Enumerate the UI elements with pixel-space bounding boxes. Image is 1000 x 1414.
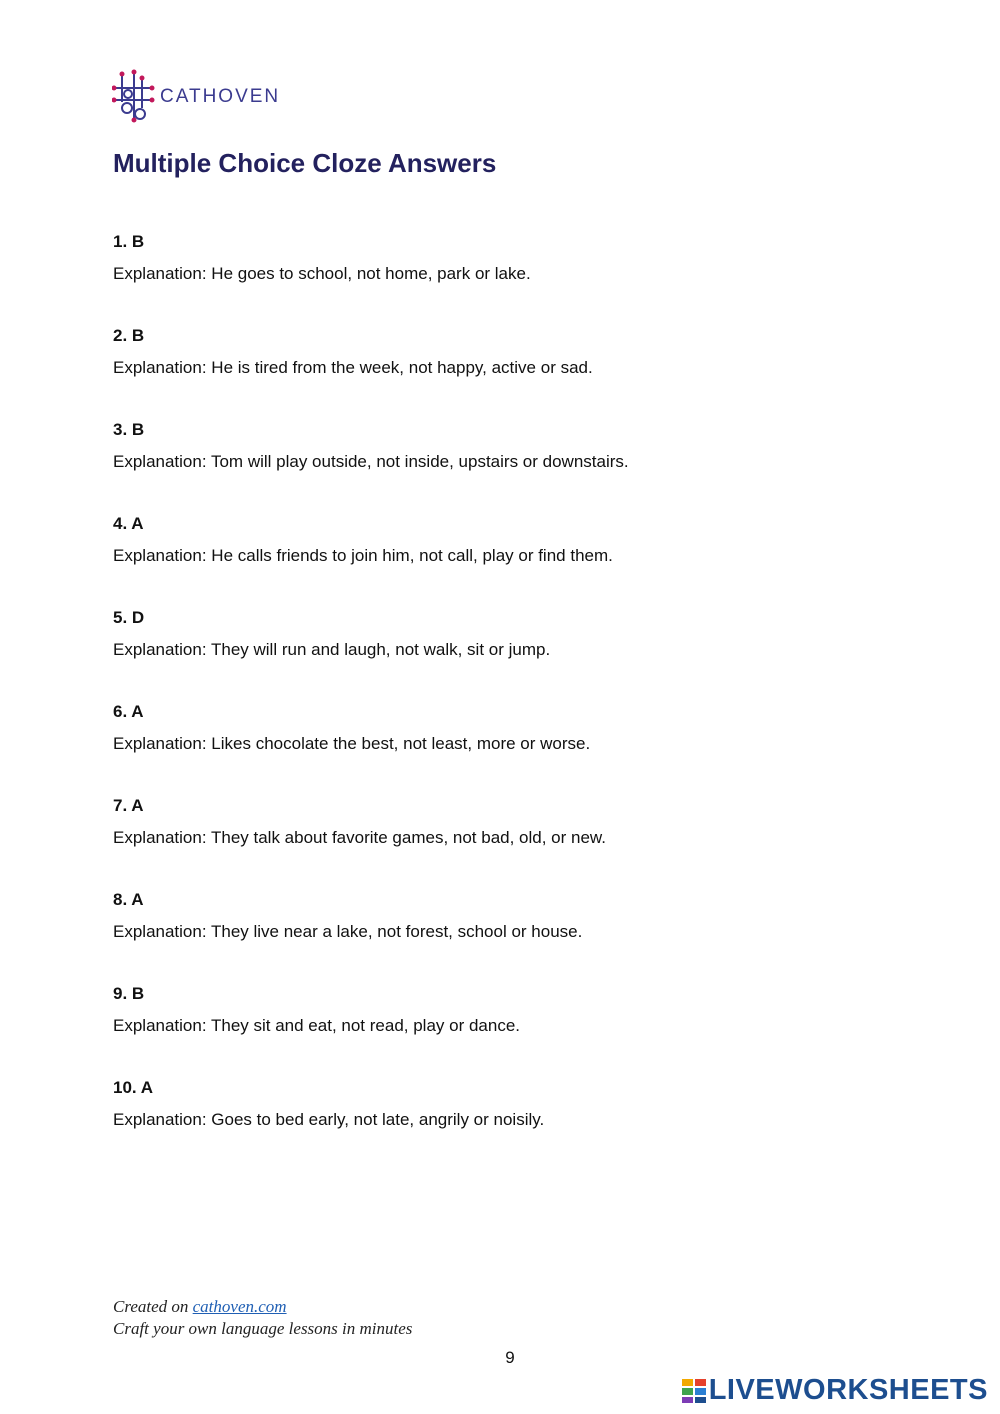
answer-item [113, 796, 893, 890]
answer-label: 2. B [113, 326, 145, 345]
answer-explanation: Explanation: Goes to bed early, not late, angrily or noisily. [113, 1110, 545, 1129]
answers-list [113, 232, 893, 1172]
answer-item [113, 514, 893, 608]
answer-explanation: Explanation: They live near a lake, not forest, school or house. [113, 922, 583, 941]
page-number: 9 [505, 1348, 515, 1367]
answer-explanation: Explanation: They sit and eat, not read, play or dance. [113, 1016, 521, 1035]
footer-created-line [113, 1296, 412, 1318]
answer-explanation: Explanation: Likes chocolate the best, not least, more or worse. [113, 734, 591, 753]
footer [113, 1296, 412, 1340]
footer-tagline: Craft your own language lessons in minutes [113, 1319, 413, 1338]
answer-label: 9. B [113, 984, 145, 1003]
answer-explanation: Explanation: Tom will play outside, not inside, upstairs or downstairs. [113, 452, 629, 471]
answer-item [113, 232, 893, 326]
answer-label: 10. A [113, 1078, 154, 1097]
answer-explanation: Explanation: He is tired from the week, not happy, active or sad. [113, 358, 593, 377]
page-title: Multiple Choice Cloze Answers [113, 148, 497, 178]
answer-item [113, 420, 893, 514]
liveworksheets-watermark [681, 1374, 988, 1407]
answer-label: 1. B [113, 232, 145, 251]
answer-label: 4. A [113, 514, 144, 533]
liveworksheets-logo-icon [681, 1378, 707, 1404]
answer-explanation: Explanation: They talk about favorite games, not bad, old, or new. [113, 828, 606, 847]
answer-item [113, 702, 893, 796]
liveworksheets-text: LIVEWORKSHEETS [708, 1374, 988, 1406]
answer-explanation: Explanation: He goes to school, not home, park or lake. [113, 264, 531, 283]
answer-item [113, 984, 893, 1078]
answer-item [113, 326, 893, 420]
footer-created-prefix: Created on [113, 1297, 193, 1316]
answer-item [113, 608, 893, 702]
answer-item [113, 1078, 893, 1172]
answer-label: 8. A [113, 890, 144, 909]
answer-label: 5. D [113, 608, 145, 627]
cathoven-link[interactable]: cathoven.com [192, 1297, 287, 1316]
cathoven-logo-icon [112, 68, 156, 124]
cathoven-logo [112, 68, 280, 124]
answer-label: 7. A [113, 796, 144, 815]
answer-explanation: Explanation: They will run and laugh, not walk, sit or jump. [113, 640, 551, 659]
answer-item [113, 890, 893, 984]
brand-name: CATHOVEN [160, 86, 281, 107]
answer-explanation: Explanation: He calls friends to join him, not call, play or find them. [113, 546, 613, 565]
answer-label: 6. A [113, 702, 144, 721]
answer-label: 3. B [113, 420, 145, 439]
